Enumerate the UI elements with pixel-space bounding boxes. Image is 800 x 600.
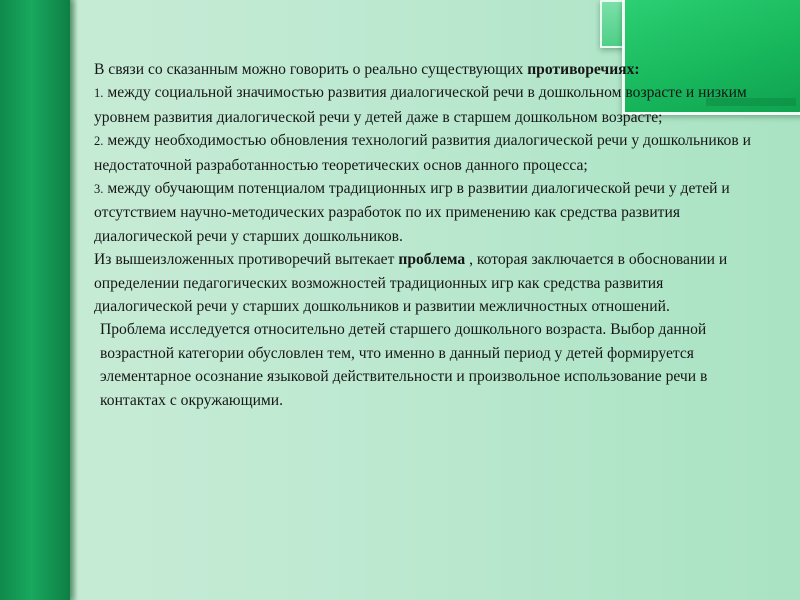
problem-before-text: Из вышеизложенных противоречий вытекает bbox=[94, 251, 399, 269]
list-item-text: между необходимостью обновления технологий развития диалогической речи у дошкольников и недостаточной разработанностью теоретических основ данного процесса; bbox=[94, 132, 751, 174]
intro-bold-text: противоречиях: bbox=[527, 61, 640, 78]
problem-paragraph bbox=[94, 248, 764, 318]
left-decorative-bar bbox=[0, 0, 70, 600]
list-number: 3. bbox=[94, 182, 104, 197]
closing-paragraph: Проблема исследуется относительно детей старшего дошкольного возраста. Выбор данной возрастной категории обусловлен тем, что именно в данный период у детей формируется элементарное осознание языковой действительности и произвольное использование речи в контактах с окружающими. bbox=[100, 321, 708, 409]
list-item-text: между обучающим потенциалом традиционных игр в развитии диалогической речи у детей и отсутствием научно-методических разработок по их применению как средства развития диалогической речи у старших дошкольников. bbox=[94, 180, 730, 245]
list-number: 2. bbox=[94, 134, 104, 149]
list-item-text: между социальной значимостью развития диалогической речи в дошкольном возрасте и низким уровнем развития диалогической речи у детей даже в старшем дошкольном возрасте; bbox=[94, 84, 747, 126]
problem-after-text: , которая заключается в обосновании и определении педагогических возможностей традиционных игр как средства развития диалогической речи у старших дошкольников и развитии межличностных отношений. bbox=[94, 251, 728, 316]
list-item-2 bbox=[94, 129, 764, 177]
list-number: 1. bbox=[94, 86, 104, 101]
problem-keyword: проблема bbox=[398, 251, 466, 269]
slide-text bbox=[94, 58, 764, 412]
intro-paragraph bbox=[94, 58, 764, 81]
intro-text: В связи со сказанным можно говорить о реально существующих bbox=[94, 61, 524, 78]
list-item-3 bbox=[94, 177, 764, 248]
list-item-1 bbox=[94, 81, 764, 129]
